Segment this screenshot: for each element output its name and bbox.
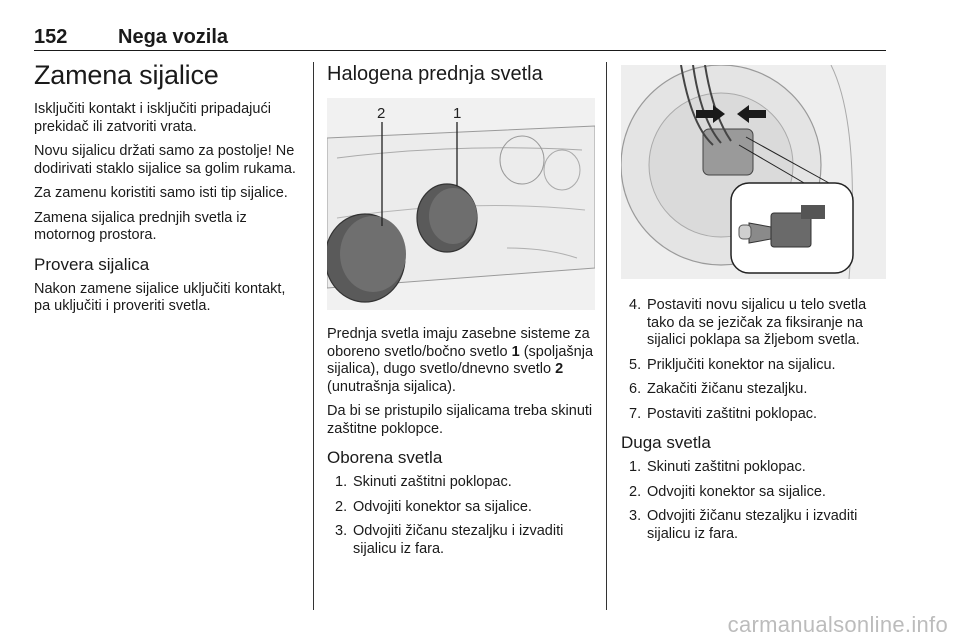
list-item: 4. Postaviti novu sijalicu u telo svetla tako da se jezičak za fiksiranje na sijalici poklapa sa žljebom svetla. <box>629 297 867 348</box>
step-list <box>327 474 595 558</box>
paragraph: Da bi se pristupilo sijalicama treba skinuti zaštitne poklopce. <box>327 403 593 437</box>
list-item: 1. Skinuti zaštitni poklopac. <box>335 474 512 491</box>
callout-label-2: 2 <box>377 105 386 122</box>
list-item: 2. Odvojiti konektor sa sijalice. <box>629 483 826 500</box>
chapter-title: Nega vozila <box>118 26 229 48</box>
list-item: 7. Postaviti zaštitni poklopac. <box>629 405 818 422</box>
column-divider <box>606 62 607 610</box>
step-list <box>621 459 887 543</box>
paragraph: Novu sijalicu držati samo za postolje! Ne dodirivati staklo sijalice sa golim rukama. <box>34 143 296 177</box>
paragraph: Isključiti kontakt i isključiti pripadajući prekidač ili zatvoriti vrata. <box>34 101 271 135</box>
list-item: 3. Odvojiti žičanu stezaljku i izvaditi sijalicu iz fara. <box>629 508 858 542</box>
headlight-illustration <box>327 98 595 310</box>
paragraph: Zamena sijalica prednjih svetla iz motornog prostora. <box>34 209 247 244</box>
column-right <box>621 60 887 550</box>
step-list <box>621 297 887 423</box>
bulb-illustration <box>621 65 886 279</box>
paragraph: Nakon zamene sijalice uključiti kontakt, pa uključiti i proveriti svetla. <box>34 280 286 315</box>
list-item: 5. Priključiti konektor na sijalicu. <box>629 356 836 373</box>
list-item: 2. Odvojiti konektor sa sijalice. <box>335 498 532 515</box>
headlight-figure <box>327 98 595 310</box>
subheading: Oborena svetla <box>327 448 443 467</box>
column-divider <box>313 62 314 610</box>
list-item: 3. Odvojiti žičanu stezaljku i izvaditi sijalicu iz fara. <box>335 523 564 557</box>
list-item: 1. Skinuti zaštitni poklopac. <box>629 459 806 476</box>
callout-label-1: 1 <box>453 105 462 122</box>
page-number: 152 <box>34 26 68 48</box>
column-left <box>34 60 302 323</box>
subheading: Provera sijalica <box>34 254 150 274</box>
bulb-figure <box>621 65 886 279</box>
subheading: Duga svetla <box>621 433 711 452</box>
paragraph: Za zamenu koristiti samo isti tip sijalice. <box>34 185 288 202</box>
watermark: carmanualsonline.info <box>727 612 948 637</box>
section-title: Zamena sijalice <box>34 60 219 90</box>
page-header <box>34 26 886 51</box>
list-item: 6. Zakačiti žičanu stezaljku. <box>629 381 808 397</box>
section-title: Halogena prednja svetla <box>327 63 543 85</box>
column-middle <box>327 60 595 565</box>
intro-paragraph: Prednja svetla imaju zasebne sisteme za oboreno svetlo/bočno svetlo 1 (spoljašnja sijalica), dugo svetlo/dnevno svetlo 2 (unutrašnja sijalica). <box>327 326 594 395</box>
